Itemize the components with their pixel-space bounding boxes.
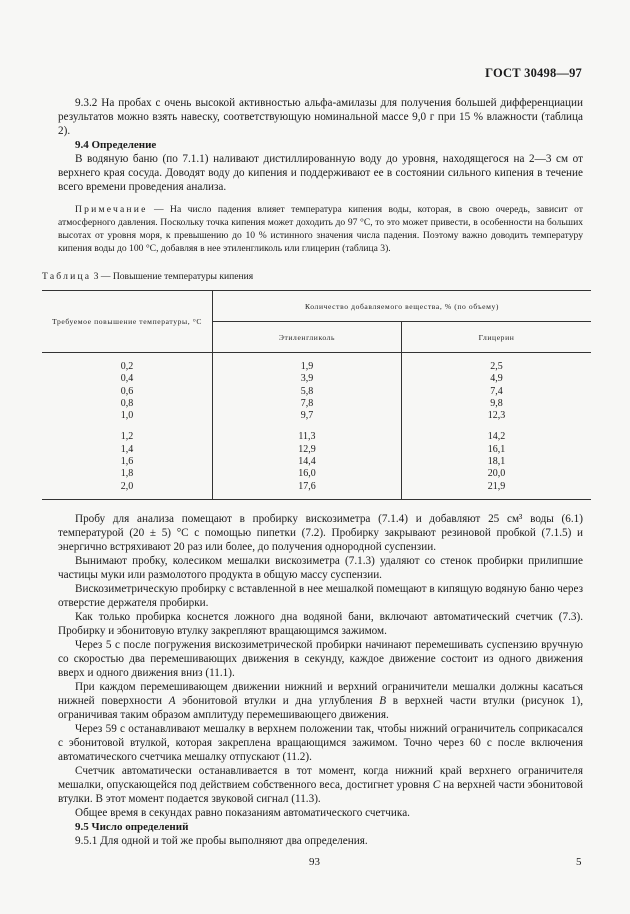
- table-header-group: Количество добавляемого вещества, % (по объему): [213, 291, 592, 322]
- paragraph-tube: Вискозиметрическую пробирку с вставленной в нее мешалкой помещают в кипящую водяную баню через отверстие держателя пробирки.: [58, 582, 583, 609]
- text-run: на верхней части эбонитовой втулки. В этот момент подается звуковой сигнал (11.3).: [58, 778, 583, 805]
- table-header-temperature: Требуемое повышение температуры, °С: [42, 291, 213, 353]
- table-cell: 7,8: [300, 397, 314, 409]
- paragraph-counter-stop: [58, 764, 583, 806]
- table-header-glycerin: Глицерин: [402, 322, 592, 353]
- table-caption-text: 3 — Повышение температуры кипения: [91, 271, 254, 282]
- text-run: в верхней части втулки (рисунок 1), ограничивая таким образом амплитуду перемешивающего движения.: [58, 694, 583, 721]
- table-cell: 5,8: [300, 385, 314, 397]
- paragraph-limiters: [58, 680, 583, 722]
- table-cell: 0,4: [120, 373, 134, 385]
- table-cell: 21,9: [487, 480, 506, 492]
- table-cell-temps-1: [42, 353, 213, 432]
- table-cell: 1,6: [120, 456, 134, 468]
- paragraph-counter: Как только пробирка коснется ложного дна водяной бани, включают автоматический счетчик (7.3). Пробирку и эбонитовую втулку закрепляют вращающимся зажимом.: [58, 610, 583, 637]
- table-cell: 4,9: [490, 373, 503, 385]
- table-cell: 0,8: [120, 397, 134, 409]
- paragraph-9-5-1: 9.5.1 Для одной и той же пробы выполняют два определения.: [75, 834, 368, 847]
- table-cell-ethylene-1: [213, 353, 402, 432]
- table-cell: 9,7: [300, 410, 314, 422]
- document-body: [42, 96, 583, 848]
- paragraph-stirring: Через 5 с после погружения вискозиметрической пробирки начинают перемешивать суспензию вручную со скоростью два перемешивающих движения в секунду, каждое движение состоит из одного движения вверх и одного движения вниз (11.1).: [58, 638, 583, 679]
- table-cell: 16,1: [487, 443, 506, 455]
- table-cell-glycerin-2: [402, 431, 592, 499]
- table-cell: 1,0: [120, 410, 134, 422]
- table-cell: 2,0: [120, 480, 134, 492]
- procedure-section: [58, 512, 583, 848]
- heading-9-4: 9.4 Определение: [75, 139, 157, 151]
- note-text: — На число падения влияет температура кипения воды, которая, в свою очередь, зависит от атмосферного давления. Поскольку точка кипения может доходить до 97 °С, то это может привести, в особенности на больших высотах от уровня моря, к превышению до 10 % истинного значения числа падения. Поэтому важно доводить температуру кипения воды до 100 °С, добавляя в нее этиленгликоль или глицерин (таблица 3).: [58, 204, 583, 254]
- sheet-number: 5: [576, 856, 582, 868]
- table-cell: 1,4: [120, 443, 134, 455]
- table-cell: 16,0: [298, 468, 316, 480]
- table-cell: 3,9: [300, 373, 314, 385]
- table-caption: [42, 271, 583, 282]
- table-cell: 0,2: [120, 361, 134, 372]
- table-cell-ethylene-2: [213, 431, 402, 499]
- table-cell: 14,2: [487, 431, 506, 443]
- table-cell: 12,9: [298, 443, 316, 455]
- text-run: эбонитовой втулки и дна углубления: [175, 694, 380, 707]
- paragraph-stopper: Вынимают пробку, колесиком мешалки вискозиметра (7.1.3) удаляют со стенок пробирки прилипшие частицы муки или размолотого продукта в общую массу суспензии.: [58, 554, 583, 581]
- text-run: При каждом перемешивающем движении нижний и верхний ограничители мешалки должны касаться нижней поверхности: [58, 680, 583, 707]
- variable-a: А: [168, 694, 176, 707]
- document-header: ГОСТ 30498—97: [485, 66, 582, 80]
- note-paragraph: [58, 203, 583, 255]
- paragraph-total-time: Общее время в секундах равно показаниям автоматического счетчика.: [75, 806, 410, 819]
- table-cell: 17,6: [298, 480, 316, 492]
- variable-b: В: [379, 694, 387, 707]
- table-cell: 0,6: [120, 385, 134, 397]
- table-cell: 9,8: [490, 397, 503, 409]
- page-number: 93: [309, 856, 320, 868]
- heading-9-5: 9.5 Число определений: [75, 820, 189, 833]
- table-cell: 1,8: [120, 468, 134, 480]
- paragraph-water-bath: В водяную баню (по 7.1.1) наливают дистиллированную воду до уровня, находящегося на 2—3 см от верхнего края сосуда. Доводят воду до кипения и поддерживают ее в состоянии сильного кипения в течение всего времени проведения анализа.: [58, 153, 583, 193]
- table-cell: 1,2: [120, 431, 134, 443]
- table-cell: 11,3: [298, 431, 316, 443]
- table-cell: 7,4: [490, 385, 503, 397]
- table-caption-label: Таблица: [42, 271, 92, 282]
- table-cell: 14,4: [298, 456, 316, 468]
- table-header-ethylene: Этиленгликоль: [213, 322, 402, 353]
- variable-c: С: [432, 778, 441, 791]
- paragraph-9-3-2: 9.3.2 На пробах с очень высокой активностью альфа-амилазы для получения большей дифференциации результатов можно взять навеску, соответствующую номинальной массе 9,0 г при 15 % влажности (таблица 2).: [58, 97, 583, 137]
- paragraph-sample: Пробу для анализа помещают в пробирку вискозиметра (7.1.4) и добавляют 25 см³ воды (6.1) температурой (20 ± 5) °С с помощью пипетки (7.2). Пробирку закрывают резиновой пробкой (7.1.5) и энергично встряхивают 20 раз или более, до получения однородной суспензии.: [58, 512, 583, 553]
- table-cell-temps-2: [42, 431, 213, 499]
- table-cell: 1,9: [300, 361, 314, 372]
- paragraph-59s: Через 59 с останавливают мешалку в верхнем положении так, чтобы нижний ограничитель соприкасался с эбонитовой втулкой, которая закреплена вращающимся зажимом. Точно через 60 с после включения автоматического счетчика мешалку отпускают (11.2).: [58, 722, 583, 763]
- note-label: Примечание: [75, 204, 148, 215]
- table-cell: 2,5: [490, 361, 503, 372]
- table-cell-glycerin-1: [402, 353, 592, 432]
- table-cell: 12,3: [487, 410, 506, 422]
- table-cell: 20,0: [487, 468, 506, 480]
- boiling-table: [42, 290, 591, 500]
- text-run: Счетчик автоматически останавливается в тот момент, когда нижний край верхнего ограничителя мешалки, опускающейся под действием собственного веса, достигнет уровня: [58, 764, 583, 791]
- table-cell: 18,1: [487, 456, 506, 468]
